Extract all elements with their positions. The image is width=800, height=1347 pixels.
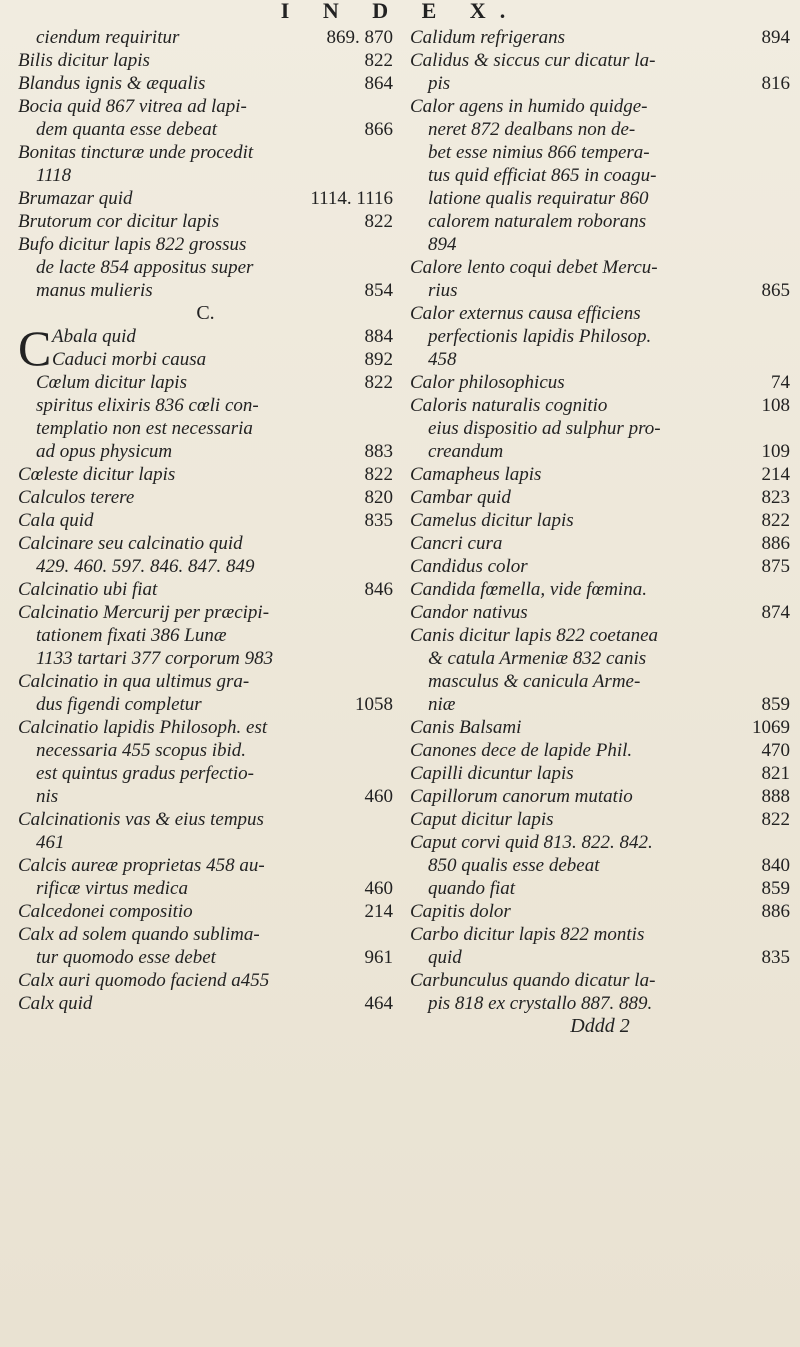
entry-text: Capitis dolor <box>410 901 511 922</box>
index-entry <box>18 831 393 854</box>
entry-text: Calcinatio in qua ultimus gra- <box>18 671 250 692</box>
section-c <box>18 320 393 1015</box>
entry-text: 1118 <box>36 165 72 186</box>
index-entry <box>410 164 790 187</box>
signature-mark: Dddd 2 <box>570 1015 630 1037</box>
entry-text: Carbunculus quando dicatur la- <box>410 970 656 991</box>
page-reference: 108 <box>761 395 790 416</box>
index-entry <box>410 210 790 233</box>
index-entry <box>18 187 393 210</box>
entry-text: ciendum requiritur <box>36 27 180 48</box>
entry-text: Cœlum dicitur lapis <box>36 372 187 393</box>
index-entry <box>410 923 790 946</box>
index-entry <box>410 670 790 693</box>
entry-text: Candidus color <box>410 556 528 577</box>
entry-text: Abala quid <box>52 326 136 347</box>
index-entry <box>18 624 393 647</box>
index-entry <box>18 440 393 463</box>
page-reference: 875 <box>761 556 790 577</box>
index-entry <box>410 486 790 509</box>
index-entry <box>18 785 393 808</box>
page-reference: 886 <box>761 533 790 554</box>
index-entry <box>18 256 393 279</box>
page-reference: 886 <box>761 901 790 922</box>
entry-text: tur quomodo esse debet <box>36 947 216 968</box>
entry-text: quid <box>428 947 462 968</box>
index-entry <box>18 900 393 923</box>
page-reference: 822 <box>364 372 393 393</box>
index-entry <box>18 233 393 256</box>
index-entry <box>18 877 393 900</box>
page-reference: 820 <box>364 487 393 508</box>
page-reference: 854 <box>364 280 393 301</box>
index-entry <box>18 26 393 49</box>
index-entry <box>410 26 790 49</box>
entry-text: dem quanta esse debeat <box>36 119 217 140</box>
entry-text: Cala quid <box>18 510 94 531</box>
index-entry <box>18 141 393 164</box>
entry-text: Brutorum cor dicitur lapis <box>18 211 220 232</box>
entry-text: necessaria 455 scopus ibid. <box>36 740 247 761</box>
entry-text: rificæ virtus medica <box>36 878 188 899</box>
page-reference: 1069 <box>752 717 790 738</box>
entry-text: Cancri cura <box>410 533 503 554</box>
entry-text: 461 <box>36 832 65 853</box>
index-entry <box>410 555 790 578</box>
page-reference: 822 <box>761 510 790 531</box>
entry-text: & catula Armeniæ 832 canis <box>428 648 647 669</box>
index-entry <box>410 49 790 72</box>
index-entry <box>410 946 790 969</box>
index-entry <box>410 463 790 486</box>
entry-text: de lacte 854 appositus super <box>36 257 254 278</box>
page-reference: 865 <box>761 280 790 301</box>
entry-text: quando fiat <box>428 878 516 899</box>
page-reference: 840 <box>761 855 790 876</box>
index-entry <box>410 601 790 624</box>
entry-text: pis 818 ex crystallo 887. 889. <box>428 993 653 1014</box>
index-entry <box>410 716 790 739</box>
index-entry <box>18 693 393 716</box>
page-reference: 1114. 1116 <box>310 188 393 209</box>
entry-text: nis <box>36 786 59 807</box>
page-reference: 846 <box>364 579 393 600</box>
page-reference: 822 <box>364 211 393 232</box>
page-reference: 460 <box>364 786 393 807</box>
entry-text: Blandus ignis & æqualis <box>18 73 206 94</box>
page-reference: 460 <box>364 878 393 899</box>
entry-text: dus figendi completur <box>36 694 202 715</box>
entry-text: Canis dicitur lapis 822 coetanea <box>410 625 659 646</box>
page-reference: 214 <box>364 901 393 922</box>
page-reference: 816 <box>761 73 790 94</box>
index-entry <box>18 325 393 348</box>
index-entry <box>410 348 790 371</box>
entry-text: bet esse nimius 866 tempera- <box>428 142 650 163</box>
page-reference: 470 <box>761 740 790 761</box>
index-entry <box>410 693 790 716</box>
page-reference: 866 <box>364 119 393 140</box>
page-reference: 835 <box>761 947 790 968</box>
index-entry <box>410 831 790 854</box>
entry-text: Calcinationis vas & eius tempus <box>18 809 264 830</box>
index-entry <box>410 785 790 808</box>
entry-text: masculus & canicula Arme- <box>428 671 641 692</box>
index-entry <box>18 739 393 762</box>
index-entry <box>18 394 393 417</box>
index-entry <box>18 923 393 946</box>
entry-text: Calidus & siccus cur dicatur la- <box>410 50 656 71</box>
index-entry <box>410 141 790 164</box>
entry-text: Bilis dicitur lapis <box>18 50 150 71</box>
entry-text: Calcinare seu calcinatio quid <box>18 533 243 554</box>
index-entry <box>18 509 393 532</box>
entry-text: Carbo dicitur lapis 822 montis <box>410 924 645 945</box>
page-reference: 822 <box>761 809 790 830</box>
entry-text: Calor agens in humido quidge- <box>410 96 648 117</box>
index-entry <box>410 325 790 348</box>
index-entry <box>18 72 393 95</box>
entry-text: Canones dece de lapide Phil. <box>410 740 633 761</box>
entry-text: Camapheus lapis <box>410 464 542 485</box>
entry-text: niæ <box>428 694 456 715</box>
index-entry <box>18 348 393 371</box>
entry-text: Calcinatio ubi fiat <box>18 579 158 600</box>
page-reference: 835 <box>364 510 393 531</box>
page-reference: 961 <box>364 947 393 968</box>
entry-text: Capillorum canorum mutatio <box>410 786 633 807</box>
page-reference: 869. 870 <box>326 27 393 48</box>
page-reference: 822 <box>364 464 393 485</box>
entry-text: Caduci morbi causa <box>52 349 207 370</box>
entry-text: Calcis aureæ proprietas 458 au- <box>18 855 265 876</box>
index-entry <box>410 417 790 440</box>
entry-text: latione qualis requiratur 860 <box>428 188 649 209</box>
entry-text: Calx quid <box>18 993 93 1014</box>
entry-text: Caloris naturalis cognitio <box>410 395 608 416</box>
index-entry <box>410 371 790 394</box>
index-entry <box>410 72 790 95</box>
index-entry <box>410 877 790 900</box>
index-entry <box>18 647 393 670</box>
entry-text: 458 <box>428 349 457 370</box>
index-entry <box>18 371 393 394</box>
index-entry <box>18 463 393 486</box>
page-reference: 822 <box>364 50 393 71</box>
page-reference: 74 <box>771 372 790 393</box>
index-entry <box>410 624 790 647</box>
index-entry <box>410 118 790 141</box>
entry-text: Bufo dicitur lapis 822 grossus <box>18 234 247 255</box>
index-entry <box>18 670 393 693</box>
entry-text: Caput corvi quid 813. 822. 842. <box>410 832 653 853</box>
index-entry <box>18 808 393 831</box>
entry-text: Bonitas tincturæ unde procedit <box>18 142 254 163</box>
right-column <box>410 26 790 1038</box>
index-entry <box>18 118 393 141</box>
entry-text: Calor philosophicus <box>410 372 565 393</box>
entry-text: Calcedonei compositio <box>18 901 193 922</box>
entry-text: Calx ad solem quando sublima- <box>18 924 260 945</box>
page-reference: 464 <box>364 993 393 1014</box>
index-entry <box>410 808 790 831</box>
page-reference: 823 <box>761 487 790 508</box>
page-reference: 109 <box>761 441 790 462</box>
index-entry <box>410 187 790 210</box>
index-entry <box>410 647 790 670</box>
entry-text: creandum <box>428 441 504 462</box>
entry-text: calorem naturalem roborans <box>428 211 647 232</box>
entry-text: Calor externus causa efficiens <box>410 303 641 324</box>
index-entry <box>410 854 790 877</box>
entry-text: Candida fœmella, vide fœmina. <box>410 579 647 600</box>
entry-text: 1133 tartari 377 corporum 983 <box>36 648 274 669</box>
index-entry <box>410 509 790 532</box>
entry-text: Brumazar quid <box>18 188 133 209</box>
index-entry <box>18 992 393 1015</box>
index-entry <box>410 440 790 463</box>
entry-text: Calcinatio Mercurij per præcipi- <box>18 602 270 623</box>
entry-text: Candor nativus <box>410 602 528 623</box>
entry-text: Calculos terere <box>18 487 135 508</box>
index-entry <box>410 992 790 1015</box>
page-reference: 884 <box>364 326 393 347</box>
entry-text: eius dispositio ad sulphur pro- <box>428 418 661 439</box>
entry-text: perfectionis lapidis Philosop. <box>428 326 652 347</box>
entry-text: Calx auri quomodo faciend a455 <box>18 970 270 991</box>
index-entry <box>410 762 790 785</box>
index-entry <box>18 946 393 969</box>
page-reference: 214 <box>761 464 790 485</box>
index-entry <box>410 739 790 762</box>
page-reference: 888 <box>761 786 790 807</box>
entry-text: Caput dicitur lapis <box>410 809 554 830</box>
entry-text: manus mulieris <box>36 280 153 301</box>
page-reference: 859 <box>761 694 790 715</box>
index-entry <box>410 969 790 992</box>
entry-text: pis <box>428 73 451 94</box>
entry-text: est quintus gradus perfectio- <box>36 763 254 784</box>
entry-text: 894 <box>428 234 457 255</box>
page-reference: 883 <box>364 441 393 462</box>
index-entry <box>18 555 393 578</box>
entry-text: 850 qualis esse debeat <box>428 855 600 876</box>
index-entry <box>18 532 393 555</box>
drop-cap: C <box>18 320 52 376</box>
page-header: I N D E X. <box>280 0 520 23</box>
entry-text: Calore lento coqui debet Mercu- <box>410 257 658 278</box>
index-entry <box>410 233 790 256</box>
entry-text: Capilli dicuntur lapis <box>410 763 574 784</box>
index-entry <box>18 969 393 992</box>
section-letter: C. <box>196 302 215 324</box>
page-reference: 892 <box>364 349 393 370</box>
index-entry <box>18 49 393 72</box>
index-entry <box>18 854 393 877</box>
index-entry <box>18 164 393 187</box>
entry-text: Calcinatio lapidis Philosoph. est <box>18 717 268 738</box>
index-entry <box>410 900 790 923</box>
entry-text: Canis Balsami <box>410 717 522 738</box>
entry-text: Cambar quid <box>410 487 511 508</box>
entry-text: Camelus dicitur lapis <box>410 510 574 531</box>
index-entry <box>410 279 790 302</box>
index-entry <box>18 417 393 440</box>
entry-text: neret 872 dealbans non de- <box>428 119 636 140</box>
index-entry <box>18 578 393 601</box>
entry-text: tationem fixati 386 Lunæ <box>36 625 227 646</box>
index-entry <box>410 532 790 555</box>
page-reference: 1058 <box>355 694 393 715</box>
entry-text: Cœleste dicitur lapis <box>18 464 176 485</box>
index-entry <box>18 210 393 233</box>
page-reference: 874 <box>761 602 790 623</box>
index-entry <box>410 394 790 417</box>
index-entry <box>18 601 393 624</box>
index-entry <box>410 302 790 325</box>
page-reference: 864 <box>364 73 393 94</box>
index-entry <box>410 95 790 118</box>
entry-text: templatio non est necessaria <box>36 418 253 439</box>
entry-text: rius <box>428 280 458 301</box>
entry-text: tus quid efficiat 865 in coagu- <box>428 165 657 186</box>
index-entry <box>18 762 393 785</box>
page-reference: 859 <box>761 878 790 899</box>
entry-text: spiritus elixiris 836 cœli con- <box>36 395 259 416</box>
page-reference: 821 <box>761 763 790 784</box>
left-column <box>18 26 393 1015</box>
entry-text: Calidum refrigerans <box>410 27 565 48</box>
index-entry <box>18 716 393 739</box>
entry-text: ad opus physicum <box>36 441 173 462</box>
entry-text: 429. 460. 597. 846. 847. 849 <box>36 556 255 577</box>
entry-text: Bocia quid 867 vitrea ad lapi- <box>18 96 247 117</box>
index-entry <box>18 279 393 302</box>
index-entry <box>410 256 790 279</box>
index-entry <box>410 578 790 601</box>
index-entry <box>18 95 393 118</box>
index-entry <box>18 486 393 509</box>
page-reference: 894 <box>761 27 790 48</box>
